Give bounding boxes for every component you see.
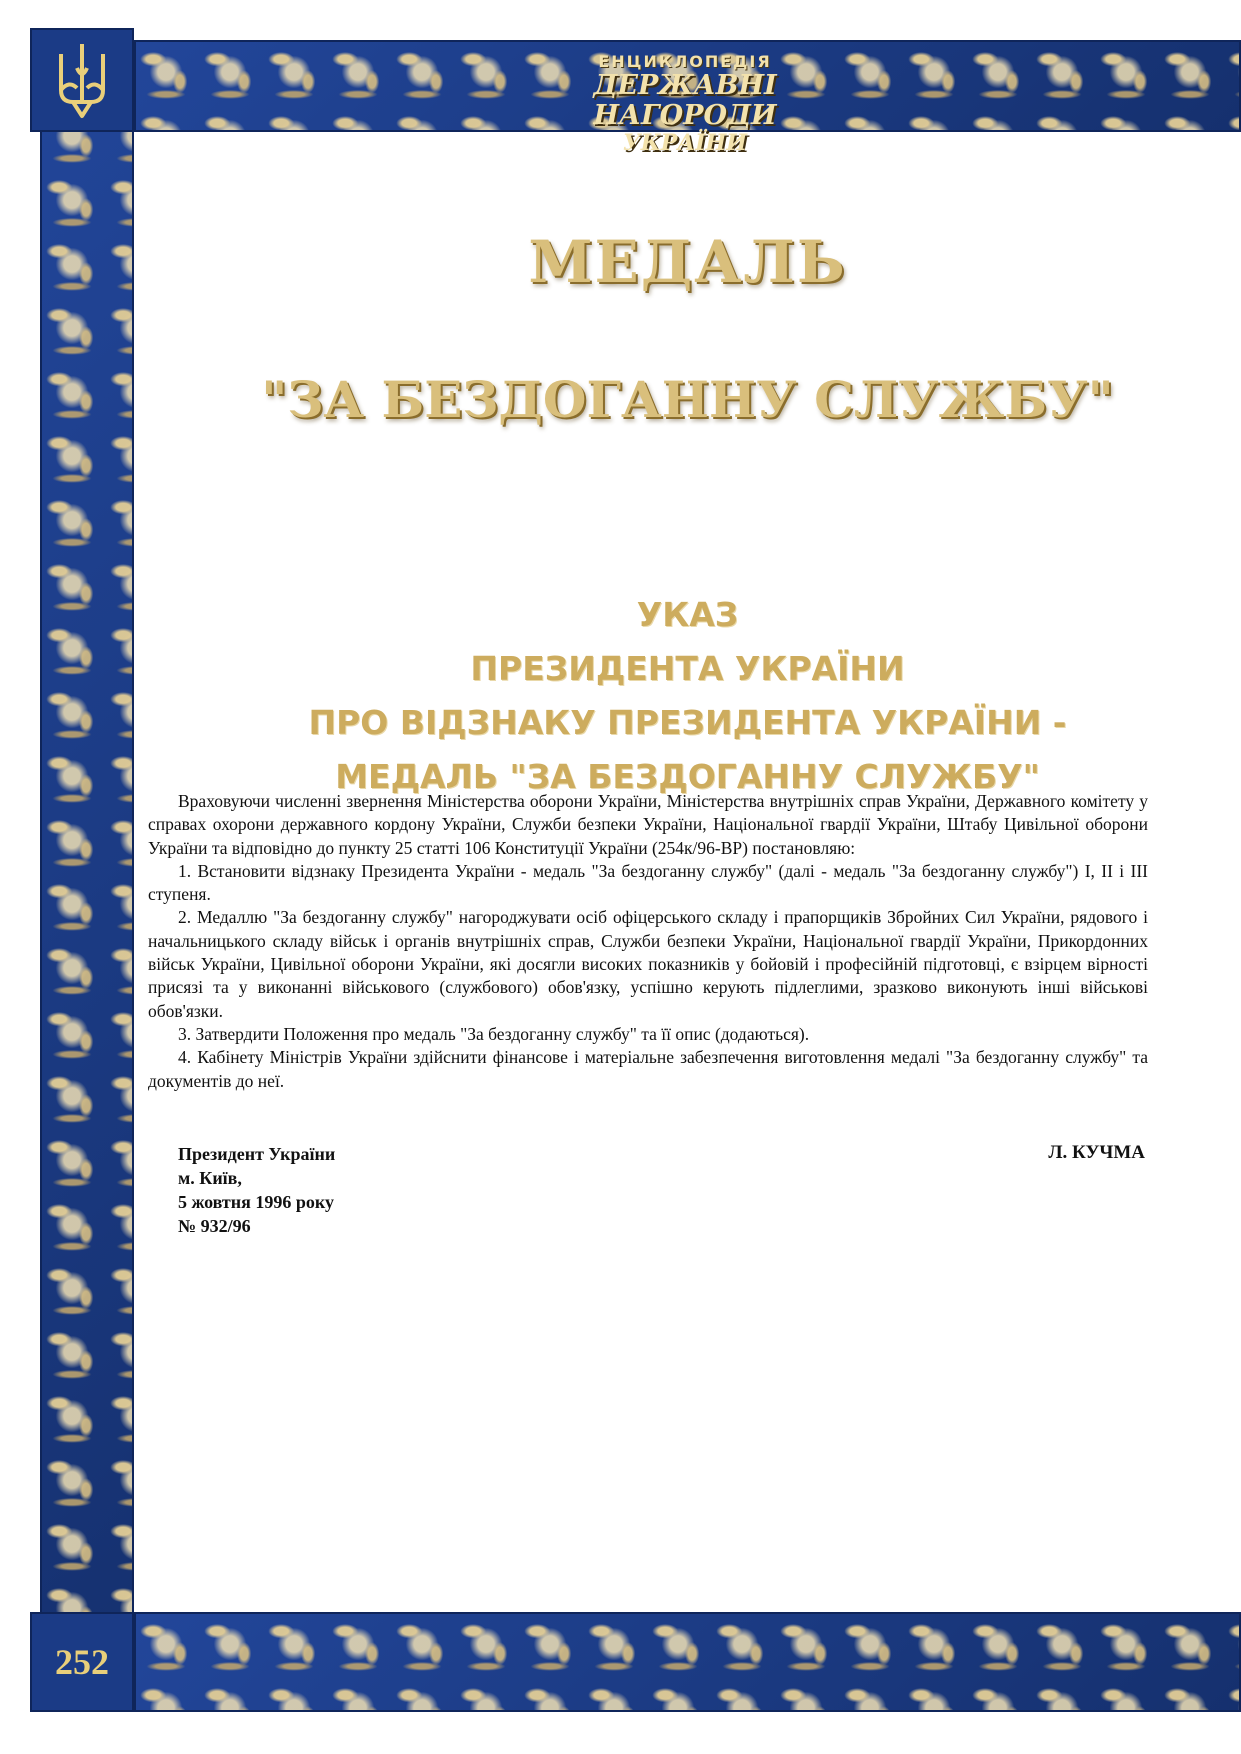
signature-number: № 932/96 <box>178 1216 251 1236</box>
decree-heading-line: МЕДАЛЬ "ЗА БЕЗДОГАННУ СЛУЖБУ" <box>335 757 1040 796</box>
page-title: МЕДАЛЬ <box>528 228 847 296</box>
page-subtitle: "ЗА БЕЗДОГАННУ СЛУЖБУ" <box>261 370 1114 429</box>
body-paragraph: Враховуючи численні звернення Міністерства оборони України, Міністерства внутрішніх справ України, Державного комітету у справах охорони державного кордону України, Служби безпеки України, Національної гвардії України, Штабу Цивільної оборони України та відповідно до пункту 25 статті 106 Конституції України (254к/96-ВР) постановляю: <box>148 791 1148 858</box>
body-paragraph: 1. Встановити відзнаку Президента України - медаль "За бездоганну службу" (далі - медаль "За бездоганну службу") I, II і III ступеня. <box>148 860 1148 905</box>
signature-date: 5 жовтня 1996 року <box>178 1192 335 1212</box>
signature-position: Президент України <box>178 1144 336 1164</box>
body-paragraph: 4. Кабінету Міністрів України здійснити фінансове і матеріальне забезпечення виготовлення медалі "За бездоганну службу" та документів до неї. <box>148 1047 1148 1091</box>
decree-heading-line: ПРО ВІДЗНАКУ ПРЕЗИДЕНТА УКРАЇНИ - <box>308 703 1067 742</box>
decree-body <box>148 790 1148 1093</box>
body-paragraph: 3. Затвердити Положення про медаль "За бездоганну службу" та її опис (додаються). <box>178 1023 810 1044</box>
signature-name: Л. КУЧМА <box>1048 1142 1145 1163</box>
page-number-box <box>30 1612 134 1712</box>
corner-emblem <box>30 28 134 132</box>
trident-icon <box>55 40 109 120</box>
signature-city: м. Київ, <box>178 1168 242 1188</box>
header-banner <box>520 44 850 156</box>
decree-heading-line: ПРЕЗИДЕНТА УКРАЇНИ <box>470 649 905 688</box>
bottom-ornament-border <box>134 1612 1241 1712</box>
banner-encyclopedia: ЕНЦИКЛОПЕДІЯ <box>598 52 772 71</box>
page-number: 252 <box>55 1642 109 1682</box>
left-ornament-border <box>40 40 134 1712</box>
signature-block <box>178 1142 335 1238</box>
body-paragraph: 2. Медаллю "За бездоганну службу" нагороджувати осіб офіцерського складу і прапорщиків Збройних Сил України, рядового і начальницького складу військ і органів внутрішніх справ, Служби безпеки України, Національної гвардії України, Прикордонних військ України, Цивільної оборони України, які досягли високих показників у бойовій і професійній підготовці, є взірцем вірності присязі та у виконанні військового (службового) обов'язку, успішно керують підлеглими, зразково виконують інші військові обов'язки. <box>148 907 1148 1021</box>
decree-heading <box>134 588 1241 804</box>
banner-title: ДЕРЖАВНІ НАГОРОДИ <box>593 70 777 131</box>
decree-heading-line: УКАЗ <box>636 595 739 634</box>
banner-subtitle: УКРАЇНИ <box>622 130 748 156</box>
